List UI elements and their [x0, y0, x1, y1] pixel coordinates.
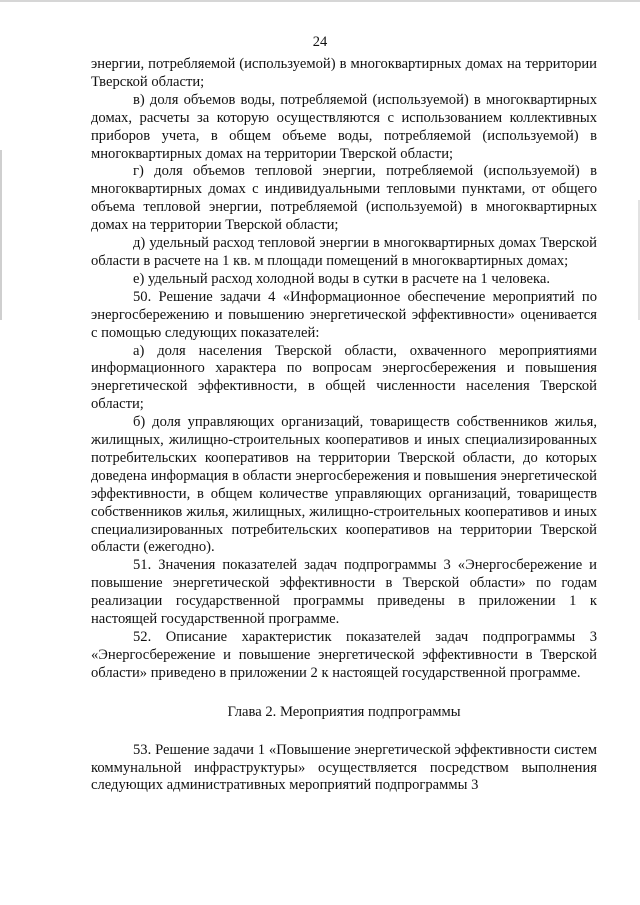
scan-edge-left [0, 150, 2, 320]
paragraph-item-e: е) удельный расход холодной воды в сутки в расчете на 1 человека. [133, 270, 550, 287]
paragraph-53: 53. Решение задачи 1 «Повышение энергетической эффективности систем коммунальной инфраструктуры» осуществляется посредством выполнения следующих административных мероприятий подпрограммы 3 [91, 741, 597, 794]
scan-edge-top [0, 0, 640, 2]
page-number: 24 [312, 34, 328, 50]
paragraph-51: 51. Значения показателей задач подпрограммы 3 «Энергосбережение и повышение энергетической эффективности в Тверской области» по годам реализации государственной программы приведены в приложении 1 к настоящей государственной программе. [91, 557, 597, 628]
document-body [91, 56, 597, 795]
paragraph-52: 52. Описание характеристик показателей задач подпрограммы 3 «Энергосбережение и повышение энергетической эффективности в Тверской области» приведено в приложении 2 к настоящей государственной программе. [91, 629, 597, 681]
paragraph-item-g: г) доля объемов тепловой энергии, потребляемой (используемой) в многоквартирных домах с индивидуальными тепловыми пунктами, от общего объема тепловой энергии, потребляемой (используемой) в многоквартирных домах на территории Тверской области; [91, 163, 597, 234]
paragraph-continuation: энергии, потребляемой (используемой) в многоквартирных домах на территории Тверской области; [91, 56, 597, 90]
paragraph-item-d: д) удельный расход тепловой энергии в многоквартирных домах Тверской области в расчете на 1 кв. м площади помещений в многоквартирных домах; [91, 235, 597, 269]
paragraph-item-b: б) доля управляющих организаций, товариществ собственников жилья, жилищных, жилищно-строительных кооперативов и иных специализированных потребительских кооперативов на территории Тверской области, до которых доведена информация в области энергосбережения и повышения энергетической эффективности, в общем количестве управляющих организаций, товариществ собственников жилья, жилищных, жилищно-строительных кооперативов и иных специализированных потребительских кооперативов на территории Тверской области (ежегодно). [91, 414, 597, 556]
chapter-heading: Глава 2. Мероприятия подпрограммы [227, 703, 461, 720]
paragraph-50: 50. Решение задачи 4 «Информационное обеспечение мероприятий по энергосбережению и повышению энергетической эффективности» оценивается с помощью следующих показателей: [91, 288, 597, 341]
paragraph-item-a: а) доля населения Тверской области, охваченного мероприятиями информационного характера по вопросам энергосбережения и повышения энергетической эффективности, в общей численности населения Тверской области; [91, 342, 597, 413]
paragraph-item-v: в) доля объемов воды, потребляемой (используемой) в многоквартирных домах, расчеты за которую осуществляются с использованием коллективных приборов учета, в общем объеме воды, потребляемой (используемой) в многоквартирных домах на территории Тверской области; [91, 91, 597, 162]
